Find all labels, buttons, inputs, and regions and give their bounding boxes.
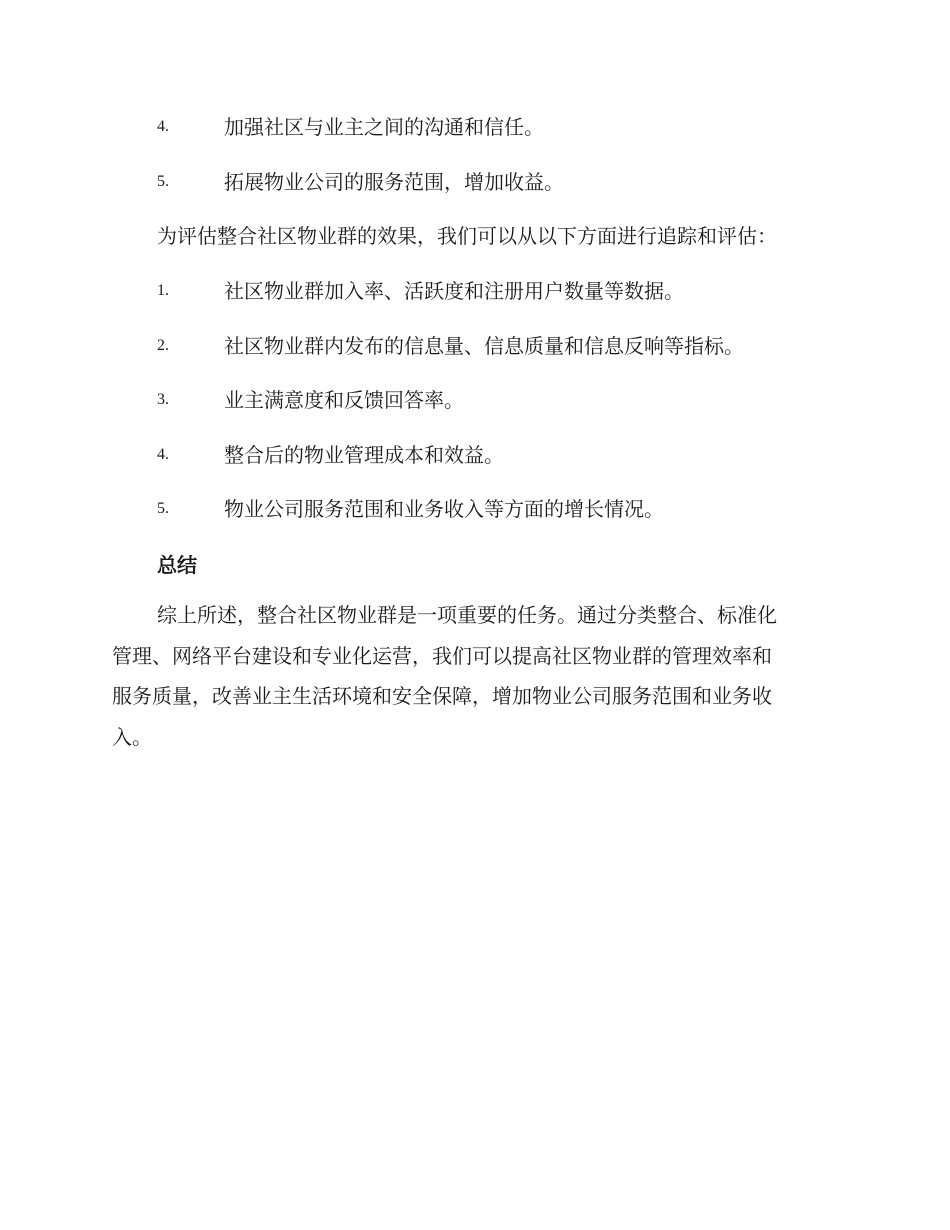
list-item-number: 4. <box>157 445 169 463</box>
list-item-text: 社区物业群内发布的信息量、信息质量和信息反响等指标。 <box>224 333 744 358</box>
summary-line: 服务质量，改善业主生活环境和安全保障，增加物业公司服务范围和业务收 <box>112 684 772 708</box>
list-item <box>0 264 950 319</box>
benefits-list-continued <box>0 100 950 209</box>
list-item-text: 物业公司服务范围和业务收入等方面的增长情况。 <box>224 497 664 522</box>
list-item-text: 业主满意度和反馈回答率。 <box>224 388 464 413</box>
list-item-number: 4. <box>157 118 169 135</box>
list-item <box>0 482 950 537</box>
list-item-number: 3. <box>157 391 169 409</box>
list-item-number: 2. <box>157 336 169 354</box>
list-item-text: 整合后的物业管理成本和效益。 <box>224 442 504 467</box>
evaluation-intro-paragraph: 为评估整合社区物业群的效果，我们可以从以下方面进行追踪和评估： <box>157 224 777 248</box>
section-heading-summary: 总结 <box>157 553 197 577</box>
list-item-text: 社区物业群加入率、活跃度和注册用户数量等数据。 <box>224 279 684 303</box>
list-item-text: 加强社区与业主之间的沟通和信任。 <box>224 115 544 139</box>
list-item <box>0 155 950 210</box>
list-item-text: 拓展物业公司的服务范围，增加收益。 <box>224 169 564 194</box>
list-item-number: 1. <box>157 282 169 299</box>
evaluation-metrics-list <box>0 264 950 537</box>
list-item <box>0 428 950 483</box>
list-item-number: 5. <box>157 500 169 518</box>
summary-line: 管理、网络平台建设和专业化运营，我们可以提高社区物业群的管理效率和 <box>112 643 772 668</box>
list-item-number: 5. <box>157 172 169 190</box>
summary-line: 入。 <box>112 724 152 749</box>
list-item <box>0 373 950 428</box>
list-item <box>0 319 950 374</box>
list-item <box>0 100 950 155</box>
summary-line: 综上所述，整合社区物业群是一项重要的任务。通过分类整合、标准化 <box>157 603 777 627</box>
summary-paragraph <box>112 595 834 757</box>
